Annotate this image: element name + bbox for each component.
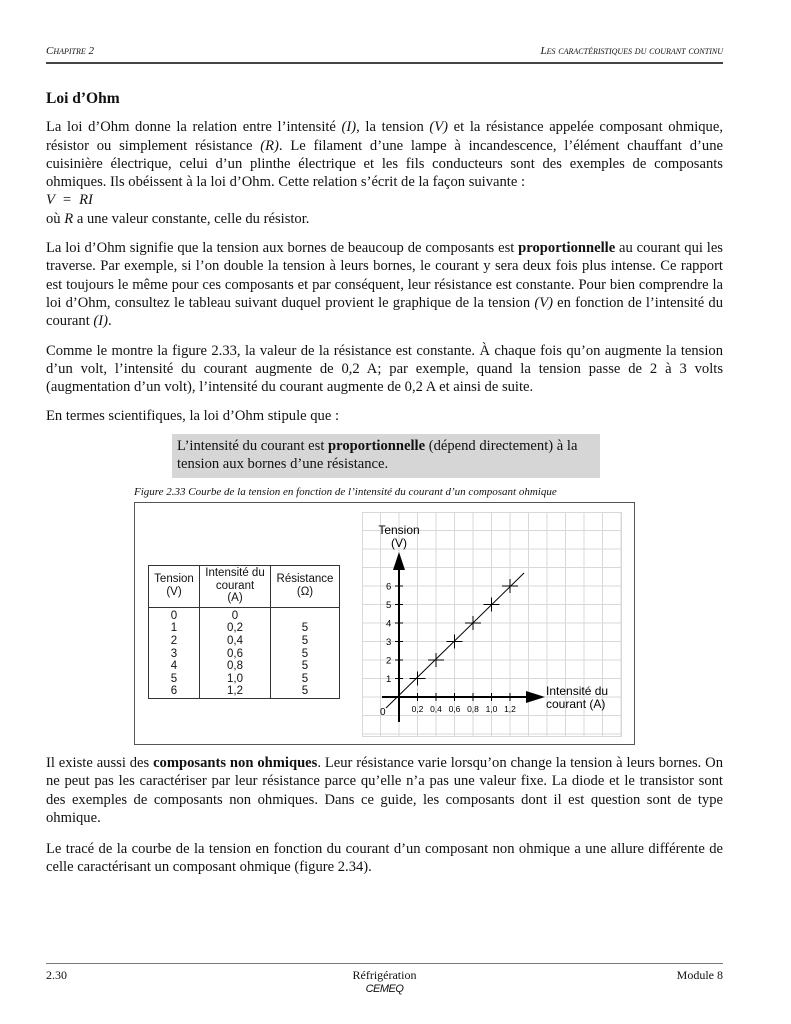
svg-text:0,4: 0,4 [430, 704, 442, 714]
paragraph-scientific: En termes scientifiques, la loi d’Ohm stipule que : [46, 408, 340, 425]
table-row [149, 673, 340, 686]
svg-text:Tension: Tension [378, 523, 420, 537]
cell: 5 [271, 673, 340, 686]
svg-text:3: 3 [386, 637, 392, 648]
cell: 5 [271, 648, 340, 661]
header-line: (Ω) [296, 585, 314, 598]
svg-text:0,8: 0,8 [467, 704, 479, 714]
running-header [46, 42, 723, 64]
symbol-i: (I) [93, 313, 109, 330]
cell: 0 [149, 607, 200, 622]
paragraph-proportional [46, 239, 723, 330]
cell: 1 [149, 622, 200, 635]
cell: 0 [200, 607, 271, 622]
text: au courant qui les traverse. Par exemple, si l’on double la tension à leurs bornes, le courant y sera deux fois plus intense. Ce rapport est toujours le même pour ces composants et par conséquent, leur résistance est constante. Pour bien comprendre la loi d’Ohm, consultez le tableau suivant duquel provient le graphique de la tension [46, 240, 723, 311]
chapter-label: Chapitre 2 [46, 45, 95, 57]
symbol-r: R [64, 210, 74, 227]
table-header-row [149, 566, 340, 608]
col-header-intensite [200, 566, 271, 608]
table-row [149, 648, 340, 661]
paragraph-non-ohmic [46, 754, 723, 827]
header-line: Résistance [276, 573, 334, 586]
text: La loi d’Ohm signifie que la tension aux bornes de beaucoup de composants est [46, 240, 519, 257]
header-line: Tension [154, 573, 194, 586]
svg-text:courant (A): courant (A) [546, 697, 606, 711]
paragraph-curve-shape: Le tracé de la courbe de la tension en fonction du courant d’un composant non ohmique a une allure différente de celle caractérisant un composant ohmique (figure 2.34). [46, 841, 723, 876]
svg-text:0: 0 [380, 707, 386, 718]
table-row [149, 685, 340, 698]
text: . Le filament d’une lampe à incandescence, l’élément chauffant d’une cuisinière électrique, celui d’un plinthe électrique et les fils conducteurs sont des exemples de composants ohmiques. Ils obéissent à la loi d’Ohm. Cette relation s’écrit de la façon suivante : [46, 137, 723, 191]
emphasis: proportionnelle [328, 438, 426, 454]
emphasis: composants non ohmiques [153, 755, 318, 771]
section-title: Loi d’Ohm [46, 90, 120, 107]
svg-text:0,6: 0,6 [448, 704, 461, 714]
table-row [149, 622, 340, 635]
table-row [149, 607, 340, 622]
cell: 2 [149, 635, 200, 648]
module-label: Module 8 [676, 968, 723, 982]
header-line: (V) [166, 585, 182, 598]
symbol-r: (R) [260, 137, 279, 154]
cell: 4 [149, 660, 200, 673]
text: Il existe aussi des [46, 755, 154, 771]
cell: 5 [271, 635, 340, 648]
col-header-tension [149, 566, 200, 608]
svg-text:0,2: 0,2 [411, 704, 424, 714]
text: L’intensité du courant est [177, 438, 329, 454]
svg-text:5: 5 [386, 600, 392, 611]
svg-text:1,0: 1,0 [485, 704, 498, 714]
header-line: Intensité du [205, 567, 265, 579]
symbol-v: (V) [534, 294, 553, 311]
table-row [149, 660, 340, 673]
text: a une valeur constante, celle du résistor. [73, 210, 310, 227]
cell: 5 [271, 622, 340, 635]
cell: 5 [271, 685, 340, 698]
ohm-data-table [148, 565, 340, 699]
ohm-equation: V = RI [46, 192, 93, 209]
text: (dépend directement) à la tension aux bornes d’une résistance. [177, 438, 578, 473]
svg-text:6: 6 [386, 581, 392, 593]
cell: 1,0 [200, 673, 271, 686]
x-axis-arrow-icon [526, 691, 545, 703]
y-axis-arrow-icon [393, 552, 405, 570]
text: . [108, 313, 112, 330]
callout-box [172, 434, 600, 478]
cell: 0,2 [200, 622, 271, 635]
paragraph-figure-ref: Comme le montre la figure 2.33, la valeur de la résistance est constante. À chaque fois qu’on augmente la tension d’un volt, l’intensité du courant augmente de 0,2 A; par exemple, quand la tension passe de 2 à 3 volts (augmentation d’un volt), l’intensité du courant augmente de 0,2 A et ainsi de suite. [46, 342, 723, 396]
symbol-v: (V) [429, 119, 449, 136]
svg-text:1: 1 [386, 674, 392, 685]
col-header-resistance [271, 566, 340, 608]
page-footer [46, 963, 723, 995]
text: . Leur résistance varie lorsqu’on change la tension à leurs bornes. On ne peut pas les caractériser par leur résistance parce qu’elle n’a pas une valeur fixe. La diode et le transistor sont des exemples de composants non ohmiques. Dans ce guide, les composants dont il est question sont de type ohmique. [46, 755, 723, 826]
cell: 1,2 [200, 685, 271, 698]
paragraph-intro [46, 118, 723, 191]
svg-text:(V): (V) [391, 536, 407, 550]
svg-text:1,2: 1,2 [504, 704, 516, 714]
svg-text:Intensité du: Intensité du [546, 684, 609, 698]
emphasis: proportionnelle [518, 240, 616, 257]
page-number: 2.30 [46, 968, 67, 982]
svg-text:2: 2 [386, 655, 392, 667]
cell: 0,8 [200, 660, 271, 673]
main-content [46, 90, 723, 437]
text: et la résistance appelée composant ohmique, résistor ou simplement résistance [46, 119, 723, 154]
footer-title: Réfrigération [352, 968, 417, 982]
chapter-title: Les caractéristiques du courant continu [540, 45, 723, 57]
text: en fonction de l’intensité du courant [46, 294, 723, 330]
figure-caption: Figure 2.33 Courbe de la tension en fonction de l’intensité du courant d’un composant ohmique [134, 486, 557, 498]
cemeq-logo-icon: CEMEQ [365, 983, 404, 995]
cell: 6 [149, 685, 200, 698]
header-line: (A) [227, 592, 243, 605]
cell [271, 607, 340, 622]
voltage-current-graph [362, 512, 622, 737]
cell: 0,4 [200, 635, 271, 648]
cell: 5 [271, 660, 340, 673]
text: où [46, 210, 65, 227]
header-line: courant [215, 579, 255, 592]
table-row [149, 635, 340, 648]
cell: 3 [149, 648, 200, 661]
text: La loi d’Ohm donne la relation entre l’intensité [46, 119, 342, 136]
equation-note [46, 210, 723, 228]
text: , la tension [356, 119, 430, 136]
svg-text:4: 4 [386, 618, 392, 630]
symbol-i: (I) [341, 119, 357, 136]
cell: 0,6 [200, 648, 271, 661]
cell: 5 [149, 673, 200, 686]
